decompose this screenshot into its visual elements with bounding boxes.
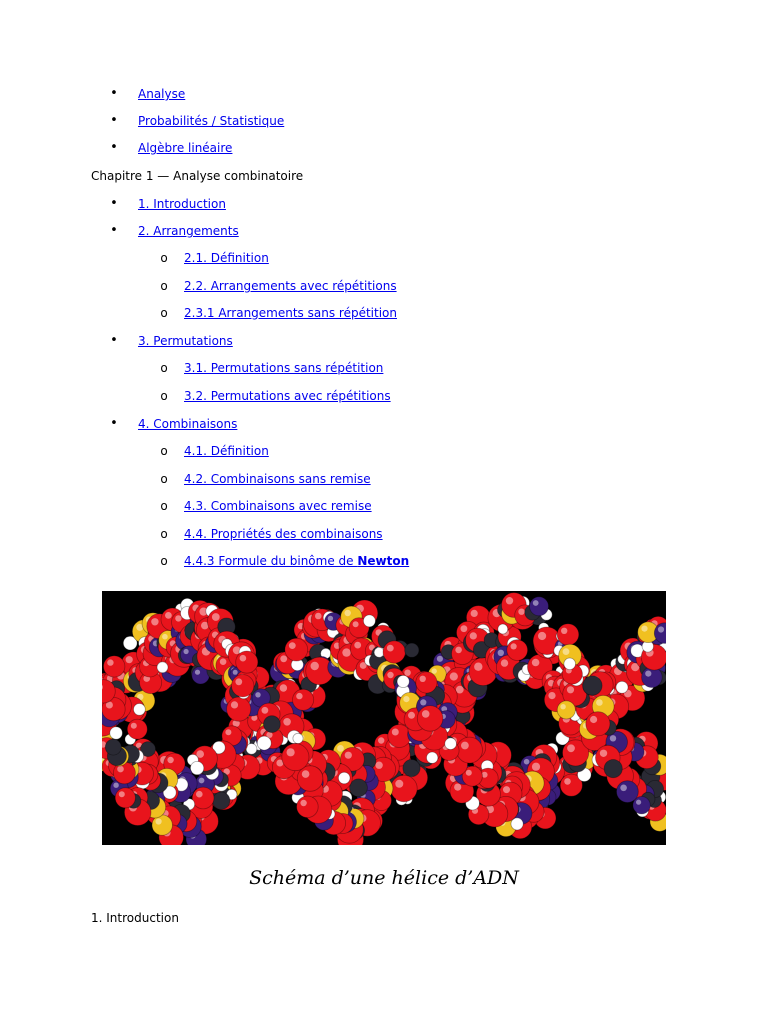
toc-link-3-2[interactable]: 3.2. Permutations avec répétitions: [184, 389, 391, 403]
toc-link-4-2[interactable]: 4.2. Combinaisons sans remise: [184, 472, 371, 486]
toc-link-4-4-3-text: 4.4.3 Formule du binôme de: [184, 554, 358, 568]
link-probabilites-statistique[interactable]: Probabilités / Statistique: [138, 114, 285, 128]
section-heading: 1. Introduction: [91, 911, 179, 925]
toc-link-4-4-3[interactable]: [184, 553, 409, 569]
link-analyse[interactable]: Analyse: [138, 87, 186, 101]
toc-link-4-1[interactable]: 4.1. Définition: [184, 444, 269, 458]
toc-link-permutations[interactable]: 3. Permutations: [138, 334, 233, 348]
sub-bullet: o: [160, 389, 168, 403]
toc-link-3-1[interactable]: 3.1. Permutations sans répétition: [184, 361, 384, 375]
dna-helix-image: [102, 591, 666, 845]
dna-double-helix-icon: [102, 591, 666, 845]
sub-bullet: o: [160, 472, 168, 486]
toc-link-newton: Newton: [357, 554, 410, 568]
bullet: •: [110, 196, 118, 211]
bullet: •: [110, 223, 118, 238]
toc-link-2-1[interactable]: 2.1. Définition: [184, 251, 269, 265]
bullet: •: [110, 333, 118, 348]
sub-bullet: o: [160, 527, 168, 541]
sub-bullet: o: [160, 361, 168, 375]
toc-link-4-4[interactable]: 4.4. Propriétés des combinaisons: [184, 527, 383, 541]
bullet: •: [110, 86, 118, 101]
toc-link-2-2[interactable]: 2.2. Arrangements avec répétitions: [184, 279, 397, 293]
toc-link-2-3-1[interactable]: 2.3.1 Arrangements sans répétition: [184, 306, 397, 320]
bullet: •: [110, 113, 118, 128]
toc-link-arrangements[interactable]: 2. Arrangements: [138, 224, 239, 238]
chapter-title: Chapitre 1 — Analyse combinatoire: [91, 169, 304, 183]
sub-bullet: o: [160, 444, 168, 458]
sub-bullet: o: [160, 499, 168, 513]
bullet: •: [110, 416, 118, 431]
sub-bullet: o: [160, 554, 168, 568]
link-algebre-lineaire[interactable]: Algèbre linéaire: [138, 141, 233, 155]
toc-link-4-3[interactable]: 4.3. Combinaisons avec remise: [184, 499, 372, 513]
bullet: •: [110, 140, 118, 155]
sub-bullet: o: [160, 306, 168, 320]
sub-bullet: o: [160, 251, 168, 265]
figure-caption: Schéma d’une hélice d’ADN: [249, 867, 519, 889]
toc-link-introduction[interactable]: 1. Introduction: [138, 197, 226, 211]
sub-bullet: o: [160, 279, 168, 293]
toc-link-combinaisons[interactable]: 4. Combinaisons: [138, 417, 238, 431]
